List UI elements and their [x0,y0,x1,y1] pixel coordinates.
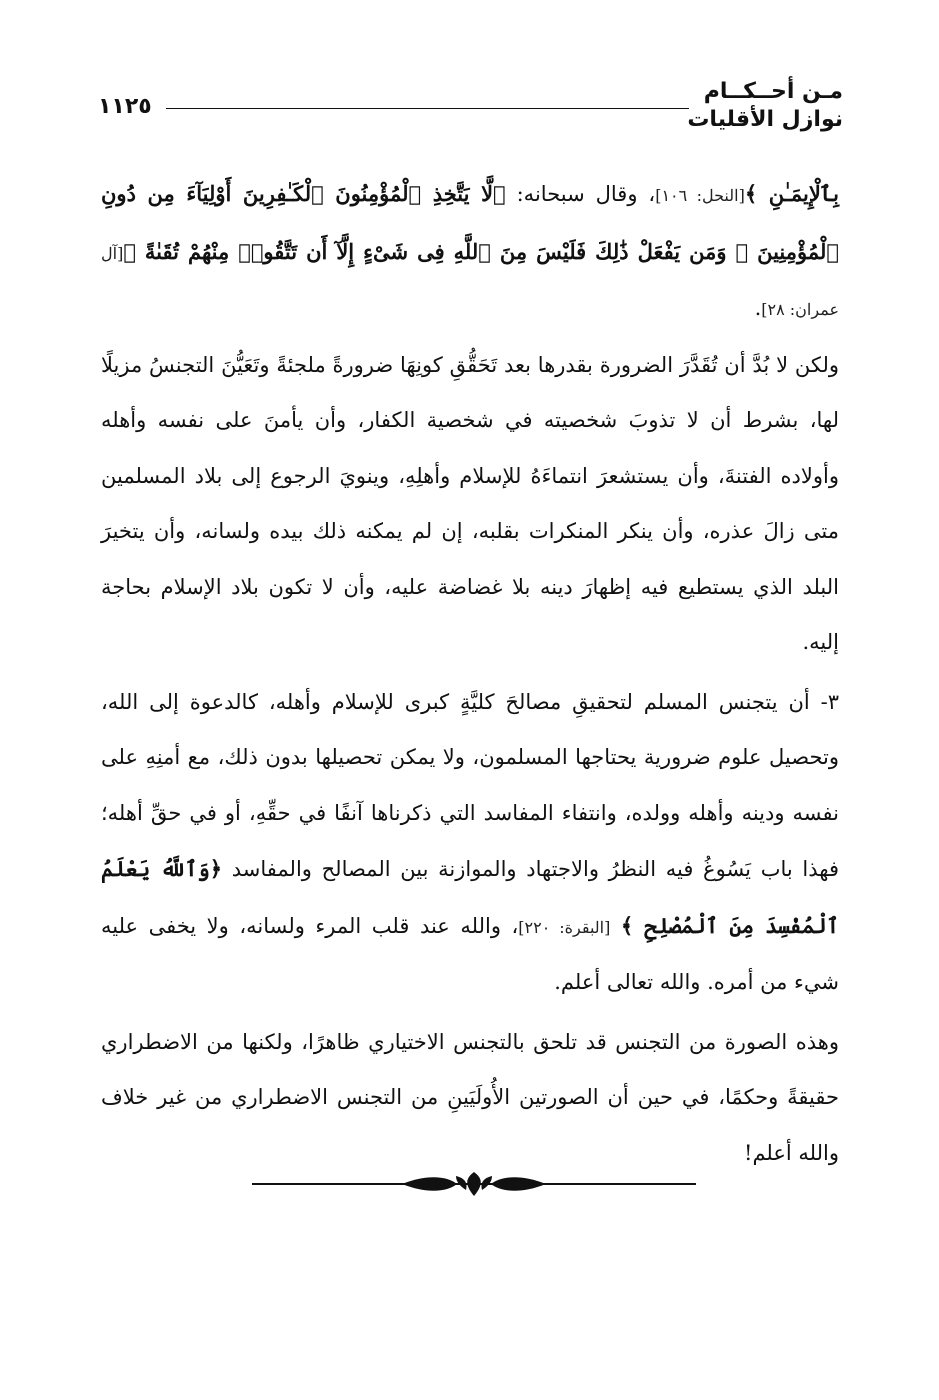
verse-citation: [آل عمران: ٢٨] [101,243,839,319]
paragraph-1 [101,166,839,338]
paragraph-4: وهذه الصورة من التجنس قد تلحق بالتجنس الاختياري ظاهرًا، ولكنها من الاضطراري حقيقةً وحكمًا، في حين أن الصورتين الأُولَيَينِ من التجنس الاضطراري من غير خلاف والله أعلم! [101,1029,839,1165]
quran-verse: ﴿لَّا يَتَّخِذِ ٱلْمُؤْمِنُونَ ٱلْكَـٰفِرِينَ أَوْلِيَآءَ مِن دُونِ ٱلْمُؤْمِنِينَ ۖ وَمَن يَفْعَلْ ذَٰلِكَ فَلَيْسَ مِنَ ٱللَّهِ فِى شَىْءٍ إِلَّآ أَن تَتَّقُوا۟ مِنْهُمْ تُقَىٰةً ﴾ [101,181,839,264]
paragraph-text: ، وقال سبحانه: [505,182,656,206]
paragraph-3 [101,675,839,1011]
header-title-line1: مـن أحــكــام [703,79,843,104]
running-header-title [673,78,843,134]
page-number: ١١٢٥ [98,94,152,119]
header-title-line2: نوازل الأقليات [687,107,843,132]
paragraph-text: ، والله عند قلب المرء ولسانه، ولا يخفى عليه شيء من أمره. والله تعالى أعلم. [101,913,839,994]
verse-citation: [البقرة: ٢٢٠] [518,917,611,937]
quran-verse: بِٱلْإِيمَـٰنِ ﴾ [744,181,839,206]
paragraph-text: . [754,296,762,320]
quran-verse: ﴿وَٱللَّهُ يَعْلَمُ ٱلْمُفْسِدَ مِنَ ٱلْمُصْلِحِ ﴾ [101,856,839,938]
header-rule [166,108,689,109]
verse-citation: [النحل: ١٠٦] [655,186,745,205]
paragraph-2: ولكن لا بُدَّ أن تُقَدَّرَ الضرورة بقدرها بعد تَحَقُّقِ كونِهَا ضرورةً ملجئةً وتَعَيُّنَ التجنسُ مزيلًا لها، بشرط أن لا تذوبَ شخصيته في شخصية الكفار، وأن يأمنَ على نفسه وأهله وأولاده الفتنةَ، وأن يستشعرَ انتماءَهُ للإسلام وأهلِهِ، وينويَ الرجوع إلى بلاد المسلمين متى زالَ عذره، وأن ينكر المنكرات بقلبه، إن لم يمكنه ذلك بيده ولسانه، وأن يتخيرَ البلد الذي يستطيع فيه إظهارَ دينه بلا غضاضة عليه، وأن لا تكون بلاد الإسلام بحاجة إليه. [101,352,839,654]
paragraph-text: ٣- أن يتجنس المسلم لتحقيقِ مصالحَ كليَّةٍ كبرى للإسلام وأهله، كالدعوة إلى الله، وتحصيل علوم ضرورية يحتاجها المسلمون، ولا يمكن تحصيلها بدون ذلك، مع أمنِهِ على نفسه ودينه وأهله وولده، وانتفاء المفاسد التي ذكرناها آنفًا في حقِّهِ، أو في حقِّ أهله؛ فهذا باب يَسُوغُ فيه النظرُ والاجتهاد والموازنة بين المصالح والمفاسد [101,689,839,881]
floral-divider-icon [252,1170,696,1198]
body-text [101,166,839,1181]
